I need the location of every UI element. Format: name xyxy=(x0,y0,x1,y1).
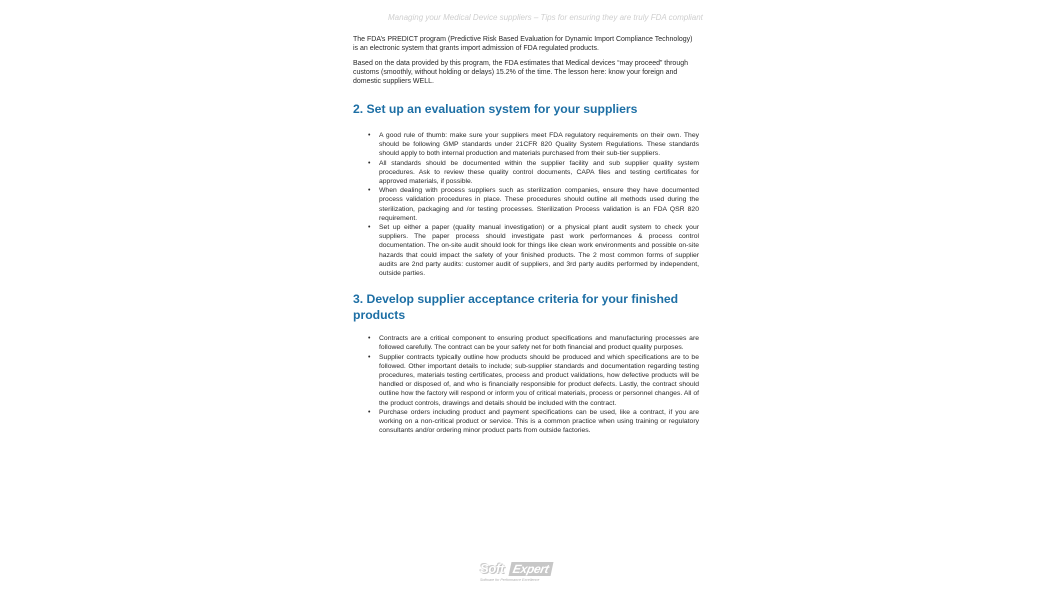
bullet-icon: • xyxy=(368,335,371,343)
list-item xyxy=(368,159,699,187)
bullet-icon: • xyxy=(368,353,371,361)
list-item xyxy=(368,186,699,223)
bullet-icon: • xyxy=(368,224,371,232)
bullet-icon: • xyxy=(368,408,371,416)
list-item xyxy=(368,408,699,436)
logo-expert-text: Expert xyxy=(509,562,554,576)
logo-tagline: Software for Performance Excellence xyxy=(480,578,540,582)
list-item-text: Set up either a paper (quality manual investigation) or a physical plant audit system to check your suppliers. The paper process should investigate past work performances & process control documentation. The on-site audit should look for things like clean work environments and possible on-site hazards that could impact the safety of your finished products. The 2 most common forms of supplier audits are 2nd party audits: customer audit of suppliers, and 3rd party audits performed by independent, outside parties. xyxy=(379,224,699,278)
list-item xyxy=(368,353,699,408)
softexpert-logo xyxy=(474,560,566,586)
list-item-text: Supplier contracts typically outline how products should be produced and which specifications are to be followed. Other important details to include; sub-supplier standards and documentation regarding testing procedures, materials testing certificates, process and product validations, how defective products will be handled or disposed of, and who is financially responsible for product defects. Lastly, the contract should outline how the factory will respond or inform you of critical materials, process or personnel changes. All of the product controls, drawings and details should be included with the contract. xyxy=(379,353,699,407)
bullet-icon: • xyxy=(368,187,371,195)
list-item-text: Contracts are a critical component to ensuring product specifications and manufacturing processes are followed carefully. The contract can be your safety net for both financial and product quality purposes. xyxy=(379,335,699,352)
list-item xyxy=(368,223,699,278)
section-heading: 2. Set up an evaluation system for your suppliers xyxy=(353,102,638,117)
bullet-icon: • xyxy=(368,131,371,139)
bullet-icon: • xyxy=(368,159,371,167)
section-heading: 3. Develop supplier acceptance criteria for your finished products xyxy=(353,292,679,322)
page-content xyxy=(353,35,699,435)
list-item xyxy=(368,334,699,352)
running-header: Managing your Medical Device suppliers – Tips for ensuring they are truly FDA compliant xyxy=(388,13,703,22)
bullet-list xyxy=(353,131,699,278)
bullet-list xyxy=(353,334,699,435)
list-item-text: Purchase orders including product and payment specifications can be used, like a contract, if you are working on a non-critical product or service. This is a common practice when using training or regulatory consultants and/or ordering minor product parts from outside factories. xyxy=(379,408,699,435)
list-item-text: When dealing with process suppliers such as sterilization companies, ensure they have documented process validation procedures in place. These procedures should outline all methods used during the sterilization, packaging and /or testing processes. Sterilization Process validation is an FDA QSR 820 requirement. xyxy=(379,187,699,222)
list-item xyxy=(368,131,699,159)
logo-soft-text: Soft xyxy=(480,561,505,576)
intro-paragraph: The FDA’s PREDICT program (Predictive Risk Based Evaluation for Dynamic Import Compliance Technology) is an electronic system that grants import admission of FDA regulated products. xyxy=(353,36,693,53)
intro-paragraph: Based on the data provided by this program, the FDA estimates that Medical devices “may proceed” through customs (smoothly, without holding or delays) 15.2% of the time. The lesson here: know your foreign and domestic suppliers WELL. xyxy=(353,59,689,86)
list-item-text: All standards should be documented within the supplier facility and sub supplier quality system procedures. Ask to review these quality control documents, CAPA files and testing certificates for approved materials, if possible. xyxy=(379,159,699,185)
list-item-text: A good rule of thumb: make sure your suppliers meet FDA regulatory requirements on their own. They should be following GMP standards under 21CFR 820 Quality System Regulations. These standards should apply to both internal production and materials purchased from their sub-tier suppliers. xyxy=(379,131,699,158)
